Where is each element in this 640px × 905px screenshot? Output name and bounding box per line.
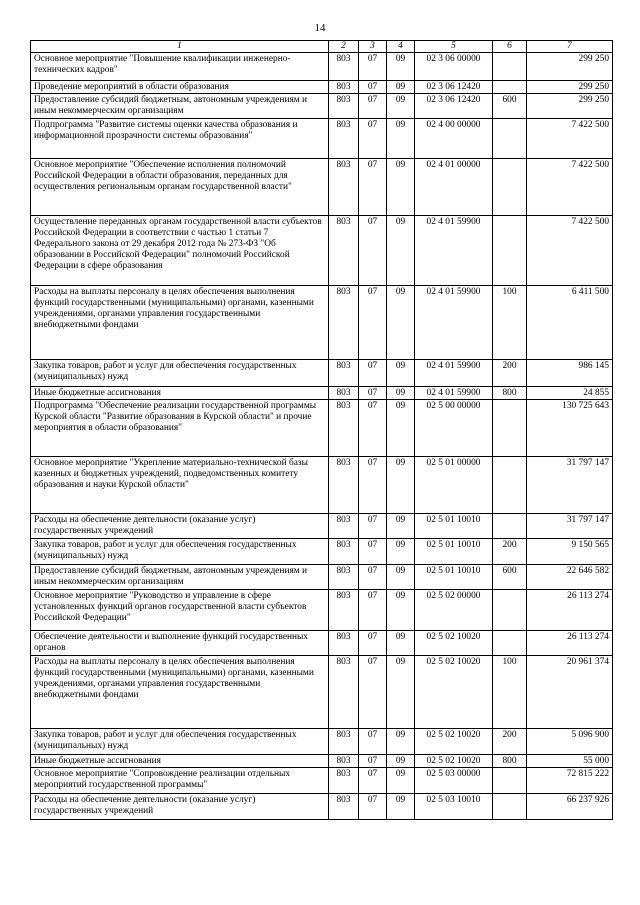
cell-target-article: 02 4 01 59900 <box>415 216 493 286</box>
cell-section-code: 07 <box>359 216 387 286</box>
cell-section-code: 07 <box>359 590 387 631</box>
cell-subsection-code: 09 <box>387 457 415 514</box>
cell-ministry-code: 803 <box>329 387 359 400</box>
cell-section-code: 07 <box>359 565 387 590</box>
table-row <box>31 387 613 400</box>
cell-name: Основное мероприятие "Руководство и управление в сфере установленных функций органов государственной власти субъектов Российской Федерации" <box>31 590 329 631</box>
cell-ministry-code: 803 <box>329 94 359 119</box>
cell-amount: 299 250 <box>527 53 613 81</box>
cell-name: Иные бюджетные ассигнования <box>31 387 329 400</box>
cell-ministry-code: 803 <box>329 286 359 360</box>
cell-section-code: 07 <box>359 159 387 216</box>
cell-section-code: 07 <box>359 457 387 514</box>
cell-name: Основное мероприятие "Обеспечение исполнения полномочий Российской Федерации в области образования, переданных для осуществления региональным органам государственной власти" <box>31 159 329 216</box>
cell-expense-type: 800 <box>493 387 527 400</box>
cell-section-code: 07 <box>359 514 387 539</box>
cell-amount: 7 422 500 <box>527 159 613 216</box>
cell-expense-type <box>493 794 527 820</box>
cell-subsection-code: 09 <box>387 590 415 631</box>
header-cell-name: 1 <box>31 41 329 53</box>
cell-section-code: 07 <box>359 286 387 360</box>
cell-expense-type <box>493 457 527 514</box>
cell-name: Осуществление переданных органам государственной власти субъектов Российской Федерации в соответствии с частью 1 статьи 7 Федерального закона от 29 декабря 2012 года № 273-ФЗ "Об образовании в Российской Федерации" полномочий Российской Федерации в сфере образования <box>31 216 329 286</box>
cell-target-article: 02 5 01 10010 <box>415 565 493 590</box>
cell-expense-type <box>493 216 527 286</box>
cell-expense-type <box>493 590 527 631</box>
cell-ministry-code: 803 <box>329 755 359 768</box>
cell-amount: 986 145 <box>527 360 613 387</box>
cell-name: Основное мероприятие "Повышение квалификации инженерно-технических кадров" <box>31 53 329 81</box>
cell-section-code: 07 <box>359 53 387 81</box>
table-row <box>31 119 613 159</box>
table-row <box>31 216 613 286</box>
table-row <box>31 755 613 768</box>
cell-target-article: 02 4 01 00000 <box>415 159 493 216</box>
table-row <box>31 729 613 755</box>
header-cell-ministry: 2 <box>329 41 359 53</box>
table-row <box>31 631 613 656</box>
table-row <box>31 53 613 81</box>
header-cell-target-article: 5 <box>415 41 493 53</box>
cell-expense-type: 600 <box>493 565 527 590</box>
cell-subsection-code: 09 <box>387 794 415 820</box>
page-number: 14 <box>314 22 326 34</box>
cell-ministry-code: 803 <box>329 794 359 820</box>
cell-ministry-code: 803 <box>329 400 359 457</box>
cell-ministry-code: 803 <box>329 631 359 656</box>
cell-section-code: 07 <box>359 729 387 755</box>
cell-amount: 130 725 643 <box>527 400 613 457</box>
table-row <box>31 360 613 387</box>
cell-amount: 26 113 274 <box>527 631 613 656</box>
cell-name: Подпрограмма "Развитие системы оценки качества образования и информационной прозрачности системы образования" <box>31 119 329 159</box>
cell-subsection-code: 09 <box>387 286 415 360</box>
cell-ministry-code: 803 <box>329 539 359 565</box>
cell-target-article: 02 5 03 00000 <box>415 768 493 794</box>
header-cell-subsection: 4 <box>387 41 415 53</box>
cell-section-code: 07 <box>359 360 387 387</box>
cell-subsection-code: 09 <box>387 81 415 94</box>
cell-expense-type: 100 <box>493 286 527 360</box>
cell-ministry-code: 803 <box>329 360 359 387</box>
cell-section-code: 07 <box>359 794 387 820</box>
cell-amount: 299 250 <box>527 94 613 119</box>
cell-amount: 55 000 <box>527 755 613 768</box>
cell-section-code: 07 <box>359 539 387 565</box>
cell-name: Расходы на обеспечение деятельности (оказание услуг) государственных учреждений <box>31 514 329 539</box>
cell-name: Предоставление субсидий бюджетным, автономным учреждениям и иным некоммерческим организациям <box>31 94 329 119</box>
cell-subsection-code: 09 <box>387 119 415 159</box>
cell-target-article: 02 5 02 10020 <box>415 755 493 768</box>
table-row <box>31 794 613 820</box>
cell-amount: 7 422 500 <box>527 119 613 159</box>
cell-target-article: 02 5 01 10010 <box>415 514 493 539</box>
cell-section-code: 07 <box>359 755 387 768</box>
cell-amount: 31 797 147 <box>527 457 613 514</box>
cell-name: Закупка товаров, работ и услуг для обеспечения государственных (муниципальных) нужд <box>31 360 329 387</box>
cell-name: Обеспечение деятельности и выполнение функций государственных органов <box>31 631 329 656</box>
cell-amount: 22 646 582 <box>527 565 613 590</box>
cell-target-article: 02 3 06 12420 <box>415 94 493 119</box>
cell-amount: 31 797 147 <box>527 514 613 539</box>
cell-target-article: 02 4 01 59900 <box>415 360 493 387</box>
cell-name: Расходы на выплаты персоналу в целях обеспечения выполнения функций государственными (муниципальными) органами, казенными учреждениями, органами управления государственными внебюджетными фондами <box>31 286 329 360</box>
cell-amount: 7 422 500 <box>527 216 613 286</box>
cell-target-article: 02 3 06 12420 <box>415 81 493 94</box>
cell-expense-type <box>493 119 527 159</box>
cell-name: Основное мероприятие "Сопровождение реализации отдельных мероприятий государственной программы" <box>31 768 329 794</box>
cell-subsection-code: 09 <box>387 216 415 286</box>
cell-name: Расходы на обеспечение деятельности (оказание услуг) государственных учреждений <box>31 794 329 820</box>
cell-section-code: 07 <box>359 768 387 794</box>
cell-ministry-code: 803 <box>329 590 359 631</box>
cell-subsection-code: 09 <box>387 631 415 656</box>
cell-expense-type <box>493 81 527 94</box>
cell-expense-type: 600 <box>493 94 527 119</box>
cell-ministry-code: 803 <box>329 565 359 590</box>
cell-subsection-code: 09 <box>387 360 415 387</box>
cell-expense-type: 800 <box>493 755 527 768</box>
cell-name: Закупка товаров, работ и услуг для обеспечения государственных (муниципальных) нужд <box>31 539 329 565</box>
cell-ministry-code: 803 <box>329 53 359 81</box>
table-row <box>31 539 613 565</box>
cell-expense-type: 200 <box>493 729 527 755</box>
cell-ministry-code: 803 <box>329 768 359 794</box>
cell-section-code: 07 <box>359 656 387 729</box>
cell-target-article: 02 5 02 00000 <box>415 590 493 631</box>
table-header-row <box>31 41 613 53</box>
cell-name: Предоставление субсидий бюджетным, автономным учреждениям и иным некоммерческим организациям <box>31 565 329 590</box>
cell-expense-type: 100 <box>493 656 527 729</box>
cell-amount: 24 855 <box>527 387 613 400</box>
cell-target-article: 02 5 02 10020 <box>415 729 493 755</box>
cell-subsection-code: 09 <box>387 514 415 539</box>
cell-subsection-code: 09 <box>387 400 415 457</box>
header-cell-amount: 7 <box>527 41 613 53</box>
cell-amount: 5 096 900 <box>527 729 613 755</box>
cell-amount: 6 411 500 <box>527 286 613 360</box>
cell-expense-type <box>493 159 527 216</box>
cell-section-code: 07 <box>359 387 387 400</box>
cell-amount: 26 113 274 <box>527 590 613 631</box>
cell-subsection-code: 09 <box>387 387 415 400</box>
cell-target-article: 02 5 01 10010 <box>415 539 493 565</box>
cell-expense-type <box>493 768 527 794</box>
cell-amount: 20 961 374 <box>527 656 613 729</box>
table-row <box>31 400 613 457</box>
cell-name: Проведение мероприятий в области образования <box>31 81 329 94</box>
table-row <box>31 656 613 729</box>
cell-name: Основное мероприятие "Укрепление материально-технической базы казенных и бюджетных учреждений, подведомственных комитету образования и науки Курской области" <box>31 457 329 514</box>
cell-amount: 299 250 <box>527 81 613 94</box>
cell-amount: 9 150 565 <box>527 539 613 565</box>
cell-target-article: 02 5 02 10020 <box>415 656 493 729</box>
cell-ministry-code: 803 <box>329 81 359 94</box>
table-row <box>31 286 613 360</box>
cell-subsection-code: 09 <box>387 565 415 590</box>
cell-subsection-code: 09 <box>387 656 415 729</box>
table-row <box>31 590 613 631</box>
cell-ministry-code: 803 <box>329 457 359 514</box>
cell-subsection-code: 09 <box>387 159 415 216</box>
cell-name: Закупка товаров, работ и услуг для обеспечения государственных (муниципальных) нужд <box>31 729 329 755</box>
cell-target-article: 02 5 03 10010 <box>415 794 493 820</box>
cell-target-article: 02 5 01 00000 <box>415 457 493 514</box>
cell-name: Расходы на выплаты персоналу в целях обеспечения выполнения функций государственными (муниципальными) органами, казенными учреждениями, органами управления государственными внебюджетными фондами <box>31 656 329 729</box>
cell-ministry-code: 803 <box>329 514 359 539</box>
cell-subsection-code: 09 <box>387 768 415 794</box>
cell-target-article: 02 4 00 00000 <box>415 119 493 159</box>
table-row <box>31 565 613 590</box>
cell-name: Подпрограмма "Обеспечение реализации государственной программы Курской области "Развитие образования в Курской области" и прочие мероприятия в области образования" <box>31 400 329 457</box>
cell-ministry-code: 803 <box>329 159 359 216</box>
cell-ministry-code: 803 <box>329 656 359 729</box>
table-row <box>31 94 613 119</box>
cell-target-article: 02 4 01 59900 <box>415 286 493 360</box>
cell-subsection-code: 09 <box>387 53 415 81</box>
budget-table <box>30 40 613 820</box>
cell-expense-type <box>493 631 527 656</box>
cell-expense-type: 200 <box>493 539 527 565</box>
cell-target-article: 02 3 06 00000 <box>415 53 493 81</box>
cell-section-code: 07 <box>359 94 387 119</box>
cell-ministry-code: 803 <box>329 216 359 286</box>
cell-target-article: 02 4 01 59900 <box>415 387 493 400</box>
cell-ministry-code: 803 <box>329 119 359 159</box>
header-cell-section: 3 <box>359 41 387 53</box>
cell-section-code: 07 <box>359 400 387 457</box>
cell-expense-type <box>493 53 527 81</box>
table-row <box>31 159 613 216</box>
cell-expense-type: 200 <box>493 360 527 387</box>
cell-subsection-code: 09 <box>387 94 415 119</box>
cell-section-code: 07 <box>359 81 387 94</box>
table-row <box>31 81 613 94</box>
cell-subsection-code: 09 <box>387 539 415 565</box>
table-row <box>31 514 613 539</box>
cell-section-code: 07 <box>359 119 387 159</box>
cell-name: Иные бюджетные ассигнования <box>31 755 329 768</box>
cell-section-code: 07 <box>359 631 387 656</box>
header-cell-expense-type: 6 <box>493 41 527 53</box>
cell-amount: 66 237 926 <box>527 794 613 820</box>
cell-amount: 72 815 222 <box>527 768 613 794</box>
cell-expense-type <box>493 514 527 539</box>
cell-target-article: 02 5 02 10020 <box>415 631 493 656</box>
table-row <box>31 768 613 794</box>
cell-ministry-code: 803 <box>329 729 359 755</box>
table-row <box>31 457 613 514</box>
cell-expense-type <box>493 400 527 457</box>
cell-subsection-code: 09 <box>387 729 415 755</box>
cell-subsection-code: 09 <box>387 755 415 768</box>
cell-target-article: 02 5 00 00000 <box>415 400 493 457</box>
